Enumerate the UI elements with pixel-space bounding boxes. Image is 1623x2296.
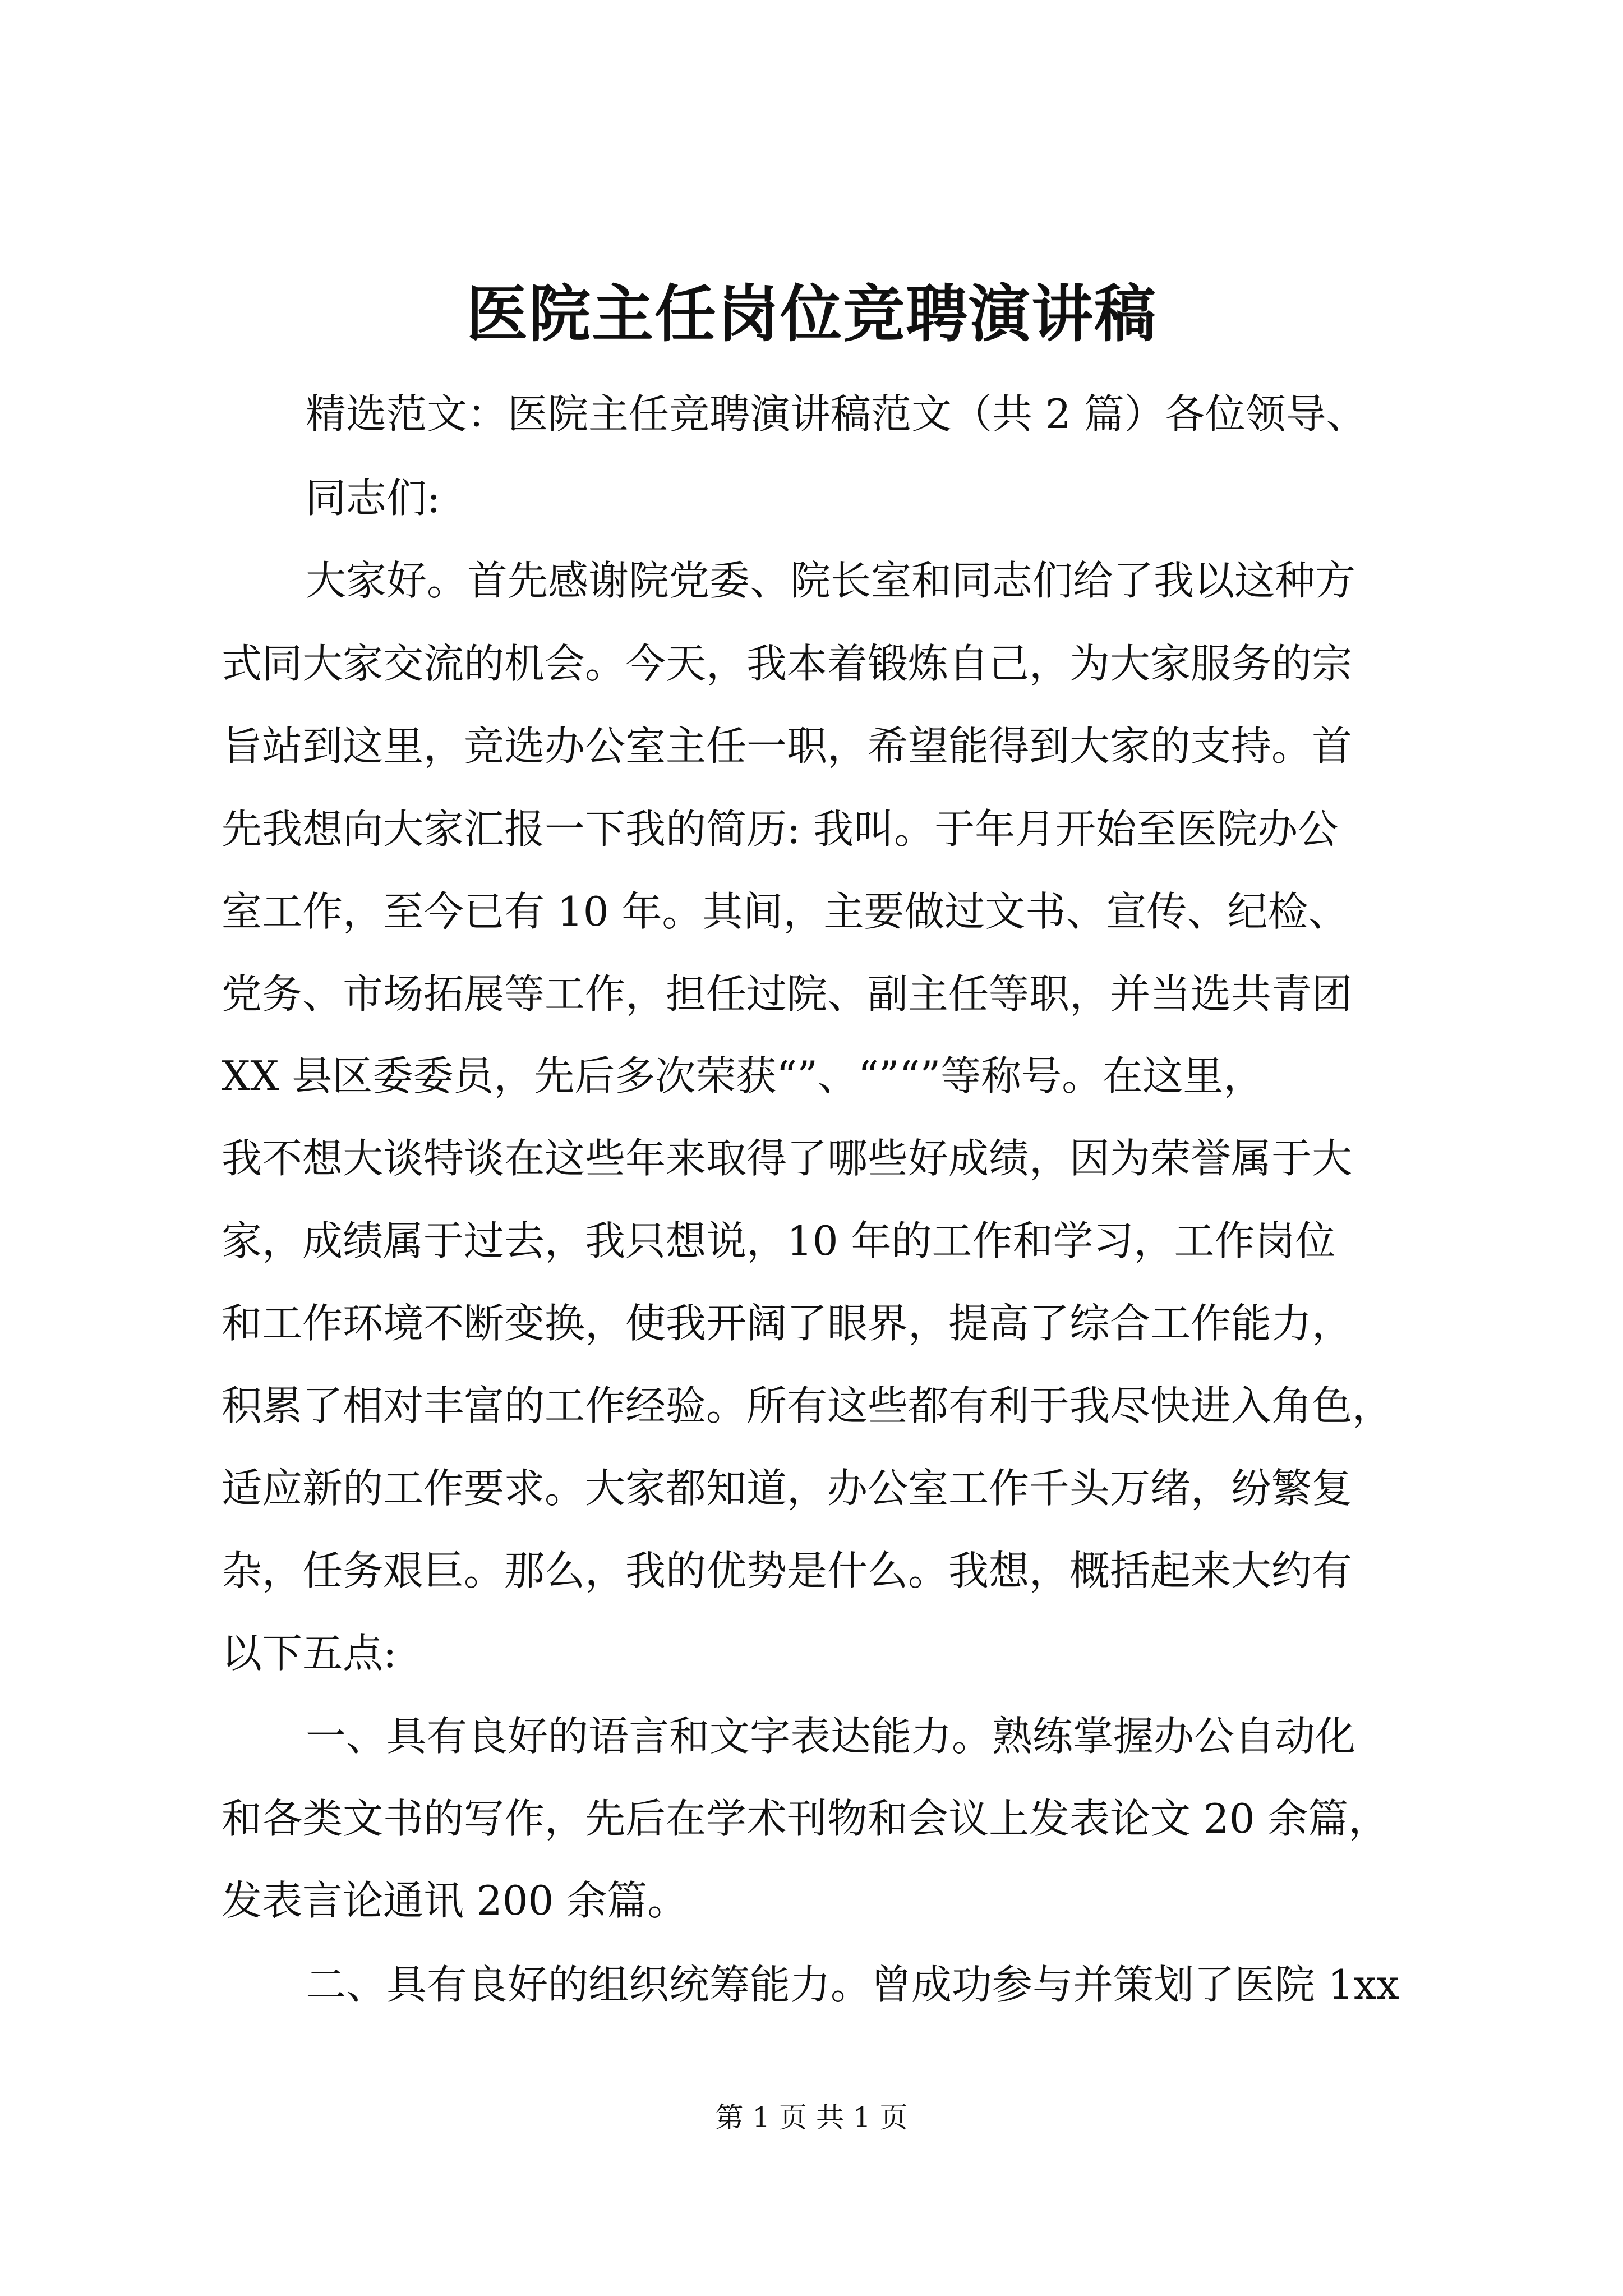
page-footer: 第 1 页 共 1 页 <box>715 2101 908 2134</box>
document-title: 医院主任岗位竞聘演讲稿 <box>466 278 1157 350</box>
document-page: 医院主任岗位竞聘演讲稿 精选范文：医院主任竞聘演讲稿范文（共 2 篇）各位领导、 同志们: 大家好。首先感谢院党委、院长室和同志们给了我以这种方 式同大家交流的机会。今天，我本着锻炼自己，为大家服务的宗 旨站到这里，竞选办公室主任一职，希望能得到大家的支持。首 先我想向大家汇报一下我的简历: 我叫。于年月开始至医院办公 室工作，至今已有 10 年。其间，主要做过文书、宣传、纪检、 党务、市场拓展等工作，担任过院、副主任等职，并当选共青团 XX 县区委委员，先后多次荣获“”、“”“”等称号。在这里， 我不想大谈特谈在这些年来取得了哪些好成绩，因为荣誉属于大 家，成绩属于过去，我只想说，10 年的工作和学习，工作岗位 和工作环境不断变换，使我开阔了眼界，提高了综合工作能力， 积累了相对丰富的工作经验。所有这些都有利于我尽快进入角色， 适应新的工作要求。大家都知道，办公室工作千头万绪，纷繁复 杂，任务艰巨。那么，我的优势是什么。我想，概括起来大约有 以下五点: 一、具有良好的语言和文字表达能力。熟练掌握办公自动化 和各类文书的写作，先后在学术刊物和会议上发表论文 20 余篇， 发表言论通讯 200 余篇。 二、具有良好的组织统筹能力。曾成功参与并策划了医院 1xx 第 1 页 共 1 页 <box>0 0 1623 2296</box>
